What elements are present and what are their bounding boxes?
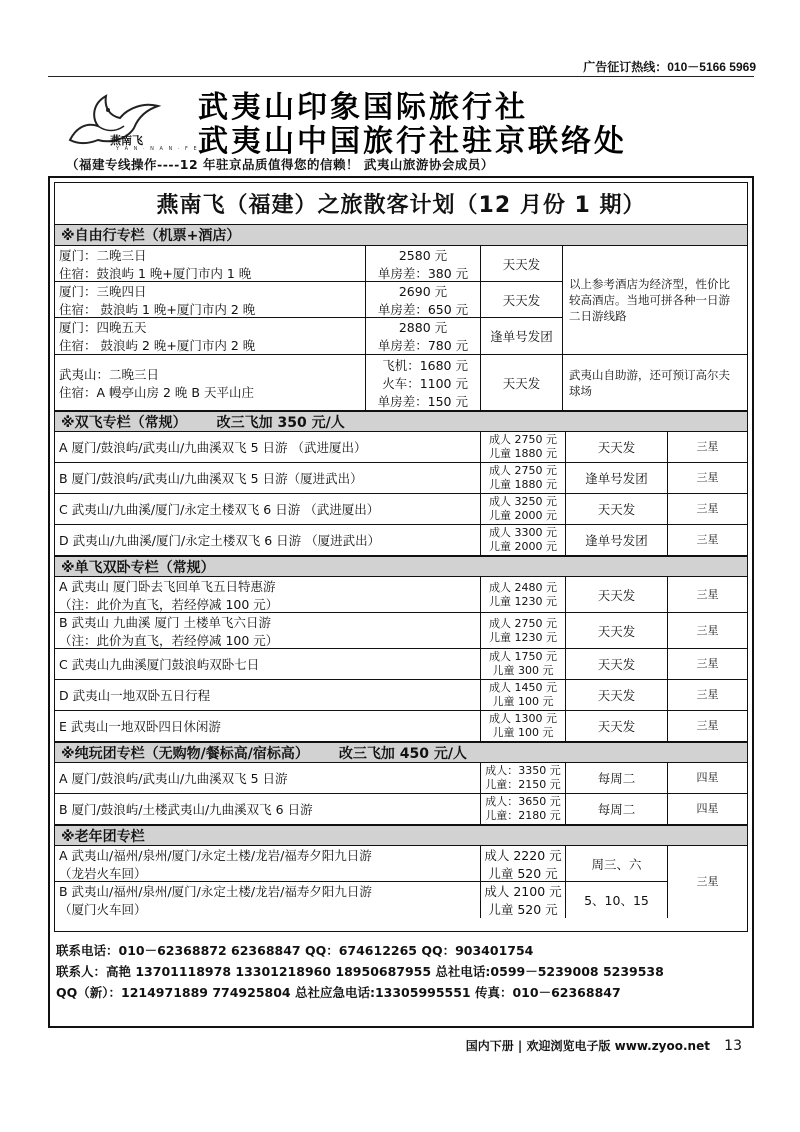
child-price: 儿童 2000 元 — [489, 509, 557, 522]
logo-subtext: Y A N · N A N · F E I — [116, 146, 206, 152]
departure-cell: 天天发 — [566, 494, 668, 524]
route-cell — [55, 355, 366, 410]
adult-price: 成人 2100 元 — [484, 884, 562, 899]
route-cell: B 厦门/鼓浪屿/土楼武夷山/九曲溪双飞 6 日游 — [55, 794, 481, 824]
price-cell — [481, 649, 566, 679]
free-row-wuyi — [55, 355, 747, 411]
sleeper-row-e — [55, 711, 747, 742]
route-note: （厦门火车回） — [59, 902, 147, 917]
route-line: 住宿： 鼓浪屿 1 晚+厦门市内 2 晚 — [59, 301, 256, 317]
departure-cell: 逢单号发团 — [490, 329, 553, 344]
route-cell — [55, 613, 481, 648]
sleeper-row-d — [55, 680, 747, 711]
hotline: 广告征订热线：010－5166 5969 — [583, 60, 756, 74]
departure-cell: 天天发 — [566, 649, 668, 679]
price-cell — [481, 846, 566, 881]
route-cell — [55, 282, 366, 317]
departure-cell: 天天发 — [566, 432, 668, 462]
slogan: （福建专线操作----12 年驻京品质值得您的信赖！ 武夷山旅游协会成员） — [66, 157, 494, 172]
departure-cell: 天天发 — [481, 355, 563, 410]
wuyi-note: 武夷山自助游，还可预订高尔夫球场 — [569, 367, 730, 398]
section-double-extra: 改三飞加 350 元/人 — [216, 414, 345, 431]
pure-row-b — [55, 794, 747, 825]
section-double-label: ※双飞专栏（常规） — [61, 414, 187, 431]
child-price: 儿童 520 元 — [488, 865, 558, 881]
child-price: 儿童：2180 元 — [485, 809, 561, 822]
route-cell: A 厦门/鼓浪屿/武夷山/九曲溪双飞 5 日游 （武进厦出） — [55, 432, 481, 462]
price-cell — [481, 432, 566, 462]
free-note: 以上参考酒店为经济型，性价比较高酒店。当地可拼各种一日游二日游线路 — [569, 277, 730, 323]
adult-price: 成人：3650 元 — [485, 795, 561, 808]
free-rows — [55, 246, 563, 354]
adult-price: 成人 2750 元 — [489, 433, 557, 446]
route-cell: E 武夷山一地双卧四日休闲游 — [55, 711, 481, 741]
single-supplement: 单房差：780 元 — [377, 338, 469, 353]
route-cell — [55, 318, 366, 354]
senior-star-cell: 三星 — [696, 875, 719, 888]
child-price: 儿童：2150 元 — [485, 778, 561, 791]
double-row-b — [55, 463, 747, 494]
departure-cell: 逢单号发团 — [566, 525, 668, 555]
route-line: 厦门：二晚三日 — [59, 247, 147, 263]
senior-table — [55, 846, 747, 918]
route-line: B 武夷山/福州/泉州/厦门/永定土楼/龙岩/福寿夕阳九日游 — [59, 884, 372, 899]
departure-cell: 逢单号发团 — [566, 463, 668, 493]
section-pure-extra: 改三飞加 450 元/人 — [338, 745, 467, 762]
page-footer — [466, 1037, 742, 1054]
route-cell — [55, 577, 481, 612]
route-line: 厦门：四晚五天 — [59, 320, 147, 335]
adult-price: 成人 3250 元 — [489, 495, 557, 508]
departure-cell: 天天发 — [566, 577, 668, 612]
star-cell: 四星 — [696, 802, 719, 815]
adult-price: 成人 1450 元 — [489, 681, 557, 694]
route-cell — [55, 882, 481, 918]
route-cell: A 厦门/鼓浪屿/武夷山/九曲溪双飞 5 日游 — [55, 763, 481, 793]
star-cell: 三星 — [696, 623, 719, 637]
free-table — [55, 246, 747, 355]
star-cell: 三星 — [696, 533, 719, 546]
adult-price: 成人 2480 元 — [489, 580, 557, 594]
route-line: 武夷山：二晚三日 — [59, 366, 160, 382]
route-note: （龙岩火车回） — [59, 865, 147, 881]
price-cell — [481, 613, 566, 648]
route-cell: B 厦门/鼓浪屿/武夷山/九曲溪双飞 5 日游（厦进武出） — [55, 463, 481, 493]
page-number: 13 — [724, 1038, 742, 1054]
contacts — [56, 940, 746, 1020]
route-cell: C 武夷山九曲溪厦门鼓浪屿双卧七日 — [55, 649, 481, 679]
price-cell — [481, 763, 566, 793]
route-line: B 武夷山 九曲溪 厦门 土楼单飞六日游 — [59, 614, 271, 630]
price-cell — [481, 577, 566, 612]
star-cell: 三星 — [696, 502, 719, 515]
route-line: 住宿：鼓浪屿 1 晚+厦门市内 1 晚 — [59, 265, 252, 281]
section-pure-label: ※纯玩团专栏（无购物/餐标高/宿标高） — [61, 745, 309, 762]
section-free-title: ※自由行专栏（机票+酒店） — [55, 225, 747, 246]
adult-price: 成人：3350 元 — [485, 764, 561, 777]
sleeper-row-c — [55, 649, 747, 680]
agency-title-2: 武夷山中国旅行社驻京联络处 — [198, 124, 627, 159]
price-cell — [481, 711, 566, 741]
child-price: 儿童 300 元 — [492, 664, 554, 677]
route-cell — [55, 246, 366, 281]
price-cell — [366, 318, 481, 354]
footer-text: 国内下册 | 欢迎浏览电子版 www.zyoo.net — [465, 1039, 710, 1053]
single-supplement: 单房差：650 元 — [377, 301, 469, 317]
price-cell — [366, 246, 481, 281]
star-cell: 四星 — [696, 771, 719, 784]
star-cell: 三星 — [696, 719, 719, 732]
free-row-3 — [55, 318, 562, 354]
price-cell — [481, 882, 566, 918]
route-cell: D 武夷山/九曲溪/厦门/永定土楼双飞 6 日游 （厦进武出） — [55, 525, 481, 555]
sleeper-row-a — [55, 577, 747, 613]
free-row-2 — [55, 282, 562, 318]
contact-line-2: 联系人：高艳 13701118978 13301218960 18950687955 总社电话:0599－5239008 5239538 — [56, 964, 664, 979]
free-row-1 — [55, 246, 562, 282]
price-train: 火车：1100 元 — [382, 375, 468, 391]
price: 2880 元 — [398, 320, 448, 335]
price: 2690 元 — [398, 283, 448, 299]
sleeper-row-b — [55, 613, 747, 649]
plan-table — [54, 182, 748, 932]
departure-cell: 每周二 — [566, 763, 668, 793]
agency-title-1: 武夷山印象国际旅行社 — [198, 90, 528, 125]
child-price: 儿童 1880 元 — [489, 447, 557, 460]
price: 2580 元 — [398, 247, 448, 263]
double-row-c — [55, 494, 747, 525]
hotline-rule — [48, 76, 754, 77]
star-cell: 三星 — [696, 440, 719, 453]
double-row-a — [55, 432, 747, 463]
price-cell — [481, 794, 566, 824]
plan-frame — [48, 176, 754, 1028]
adult-price: 成人 1300 元 — [489, 712, 557, 725]
child-price: 儿童 1230 元 — [489, 630, 557, 644]
departure-cell: 天天发 — [502, 292, 541, 308]
child-price: 儿童 2000 元 — [489, 540, 557, 553]
senior-rows — [55, 846, 668, 918]
route-line: A 武夷山 厦门卧去飞回单飞五日特惠游 — [59, 578, 276, 594]
contact-line-1: 联系电话：010－62368872 62368847 QQ：674612265 QQ：903401754 — [56, 943, 534, 958]
child-price: 儿童 520 元 — [488, 902, 558, 917]
child-price: 儿童 1230 元 — [489, 594, 557, 608]
price-cell — [481, 680, 566, 710]
star-cell: 三星 — [696, 688, 719, 701]
adult-price: 成人 1750 元 — [489, 650, 557, 663]
section-pure-title — [55, 742, 747, 763]
route-note: （注：此价为直飞，若经停减 100 元） — [59, 596, 279, 612]
route-cell: D 武夷山一地双卧五日行程 — [55, 680, 481, 710]
route-note: （注：此价为直飞，若经停减 100 元） — [59, 632, 279, 648]
child-price: 儿童 1880 元 — [489, 478, 557, 491]
route-cell: C 武夷山/九曲溪/厦门/永定土楼双飞 6 日游 （武进厦出） — [55, 494, 481, 524]
logo-text: 燕南飞 — [110, 134, 143, 147]
adult-price: 成人 2220 元 — [484, 847, 562, 863]
route-line: A 武夷山/福州/泉州/厦门/永定土楼/龙岩/福寿夕阳九日游 — [59, 847, 372, 863]
price-cell — [481, 525, 566, 555]
price-cell — [366, 282, 481, 317]
plan-title: 燕南飞（福建）之旅散客计划（12 月份 1 期） — [55, 183, 747, 225]
star-cell: 三星 — [696, 657, 719, 670]
star-cell: 三星 — [696, 587, 719, 601]
route-line: 厦门：三晚四日 — [59, 283, 147, 299]
departure-cell: 天天发 — [566, 711, 668, 741]
departure-cell: 天天发 — [566, 613, 668, 648]
departure-cell: 天天发 — [566, 680, 668, 710]
pure-row-a — [55, 763, 747, 794]
single-supplement: 单房差：150 元 — [377, 393, 468, 409]
route-line: 住宿：A 幔亭山房 2 晚 B 天平山庄 — [59, 384, 254, 400]
contact-line-3: QQ（新）：1214971889 774925804 总社应急电话:13305995551 传真：010－62368847 — [56, 985, 621, 1000]
departure-cell: 天天发 — [502, 256, 541, 272]
double-row-d — [55, 525, 747, 556]
child-price: 儿童 100 元 — [492, 695, 554, 708]
senior-row-a — [55, 846, 667, 882]
departure-cell: 5、10、15 — [584, 893, 649, 908]
section-sleeper-title: ※单飞双卧专栏（常规） — [55, 556, 747, 577]
route-cell — [55, 846, 481, 881]
price-cell — [481, 463, 566, 493]
star-cell: 三星 — [696, 471, 719, 484]
price-flight: 飞机：1680 元 — [382, 357, 468, 373]
route-line: 住宿： 鼓浪屿 2 晚+厦门市内 2 晚 — [59, 338, 256, 353]
child-price: 儿童 100 元 — [492, 726, 554, 739]
departure-cell: 每周二 — [566, 794, 668, 824]
adult-price: 成人 3300 元 — [489, 526, 557, 539]
price-cell — [366, 355, 481, 410]
section-double-title — [55, 411, 747, 432]
section-senior-title: ※老年团专栏 — [55, 825, 747, 846]
single-supplement: 单房差：380 元 — [377, 265, 469, 281]
price-cell — [481, 494, 566, 524]
adult-price: 成人 2750 元 — [489, 616, 557, 630]
departure-cell: 周三、六 — [591, 856, 642, 872]
adult-price: 成人 2750 元 — [489, 464, 557, 477]
senior-row-b — [55, 882, 667, 918]
